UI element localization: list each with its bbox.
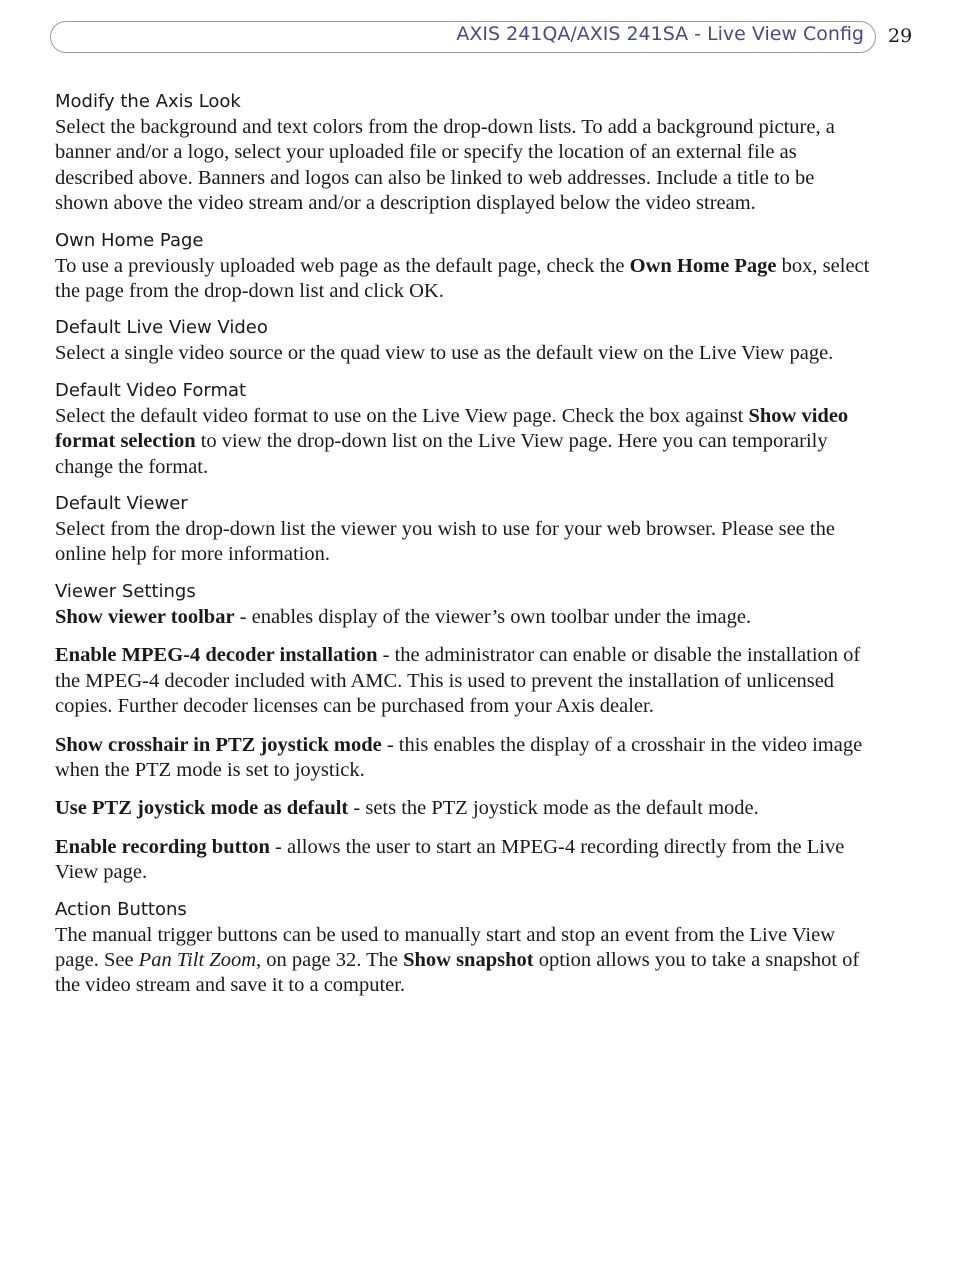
paragraph-text: - allows the user to start an MPEG-4 recording directly from the Live View page.	[55, 835, 845, 884]
section-heading: Viewer Settings	[55, 580, 196, 602]
section-paragraph	[55, 923, 873, 999]
paragraph-text: - this enables the display of a crosshair in the video image when the PTZ mode is set to joystick.	[55, 733, 863, 781]
section-heading: Default Video Format	[55, 379, 247, 401]
section-paragraph	[55, 404, 873, 480]
section-paragraph: Select the background and text colors from the drop-down lists. To add a background picture, a banner and/or a logo, select your uploaded file or specify the location of an external file as described above. Banners and logos can also be linked to web addresses. Include a title to be shown above the video stream and/or a description displayed below the video stream.	[55, 116, 835, 215]
bold-term: Use PTZ joystick mode as default	[55, 797, 349, 820]
page-header-title: AXIS 241QA/AXIS 241SA - Live View Config	[456, 23, 864, 45]
bold-term: Show video format selection	[55, 404, 849, 453]
section-heading: Modify the Axis Look	[55, 91, 241, 112]
section-own-home-page	[55, 228, 873, 305]
setting-item	[55, 605, 873, 630]
bold-term: Enable MPEG-4 decoder installation	[55, 644, 378, 667]
section-heading: Default Live View Video	[55, 317, 268, 339]
paragraph-text: To use a previously uploaded web page as the default page, check the	[55, 254, 630, 277]
setting-item	[55, 835, 873, 886]
section-viewer-settings	[55, 579, 873, 886]
page-number: 29	[888, 25, 913, 47]
paragraph-text: box, select the page from the drop-down list and click OK.	[55, 254, 870, 303]
bold-term: Show crosshair in PTZ joystick mode	[55, 733, 382, 756]
section-paragraph: Select a single video source or the quad view to use as the default view on the Live View page.	[55, 342, 834, 365]
paragraph-text: - enables display of the viewer’s own toolbar under the image.	[234, 605, 752, 628]
bold-term: Show viewer toolbar	[55, 605, 235, 628]
section-paragraph: Select from the drop-down list the viewer you wish to use for your web browser. Please see the online help for more information.	[55, 518, 835, 566]
section-heading: Own Home Page	[55, 229, 204, 251]
paragraph-text: option allows you to take a snapshot of the video stream and save it to a computer.	[55, 948, 860, 997]
paragraph-text: Select the default video format to use on the Live View page. Check the box against	[55, 404, 749, 427]
paragraph-text: to view the drop-down list on the Live View page. Here you can temporarily change the format.	[55, 430, 828, 478]
bold-term: Show snapshot	[403, 948, 534, 971]
paragraph-text: The manual trigger buttons can be used to manually start and stop an event from the Live View page. See	[55, 923, 836, 971]
setting-item	[55, 796, 873, 821]
setting-item	[55, 643, 873, 719]
bold-term: Own Home Page	[629, 254, 777, 277]
paragraph-text: - the administrator can enable or disable the installation of the MPEG-4 decoder included with AMC. This is used to prevent the installation of unlicensed copies. Further decoder licenses can be purchased from your Axis dealer.	[55, 644, 861, 718]
section-default-video-format	[55, 378, 873, 480]
bold-term: Enable recording button	[55, 835, 270, 858]
cross-reference: Pan Tilt Zoom	[138, 948, 257, 971]
section-heading: Default Viewer	[55, 493, 188, 515]
section-heading: Action Buttons	[55, 898, 187, 920]
page-content	[55, 89, 873, 1010]
section-paragraph	[55, 254, 873, 305]
section-default-viewer	[55, 491, 873, 568]
section-modify-look	[55, 89, 873, 217]
paragraph-text: - sets the PTZ joystick mode as the default mode.	[348, 797, 759, 820]
section-default-live-view	[55, 315, 873, 366]
paragraph-text: , on page 32. The	[256, 948, 404, 971]
section-action-buttons	[55, 897, 873, 999]
setting-item	[55, 733, 873, 784]
